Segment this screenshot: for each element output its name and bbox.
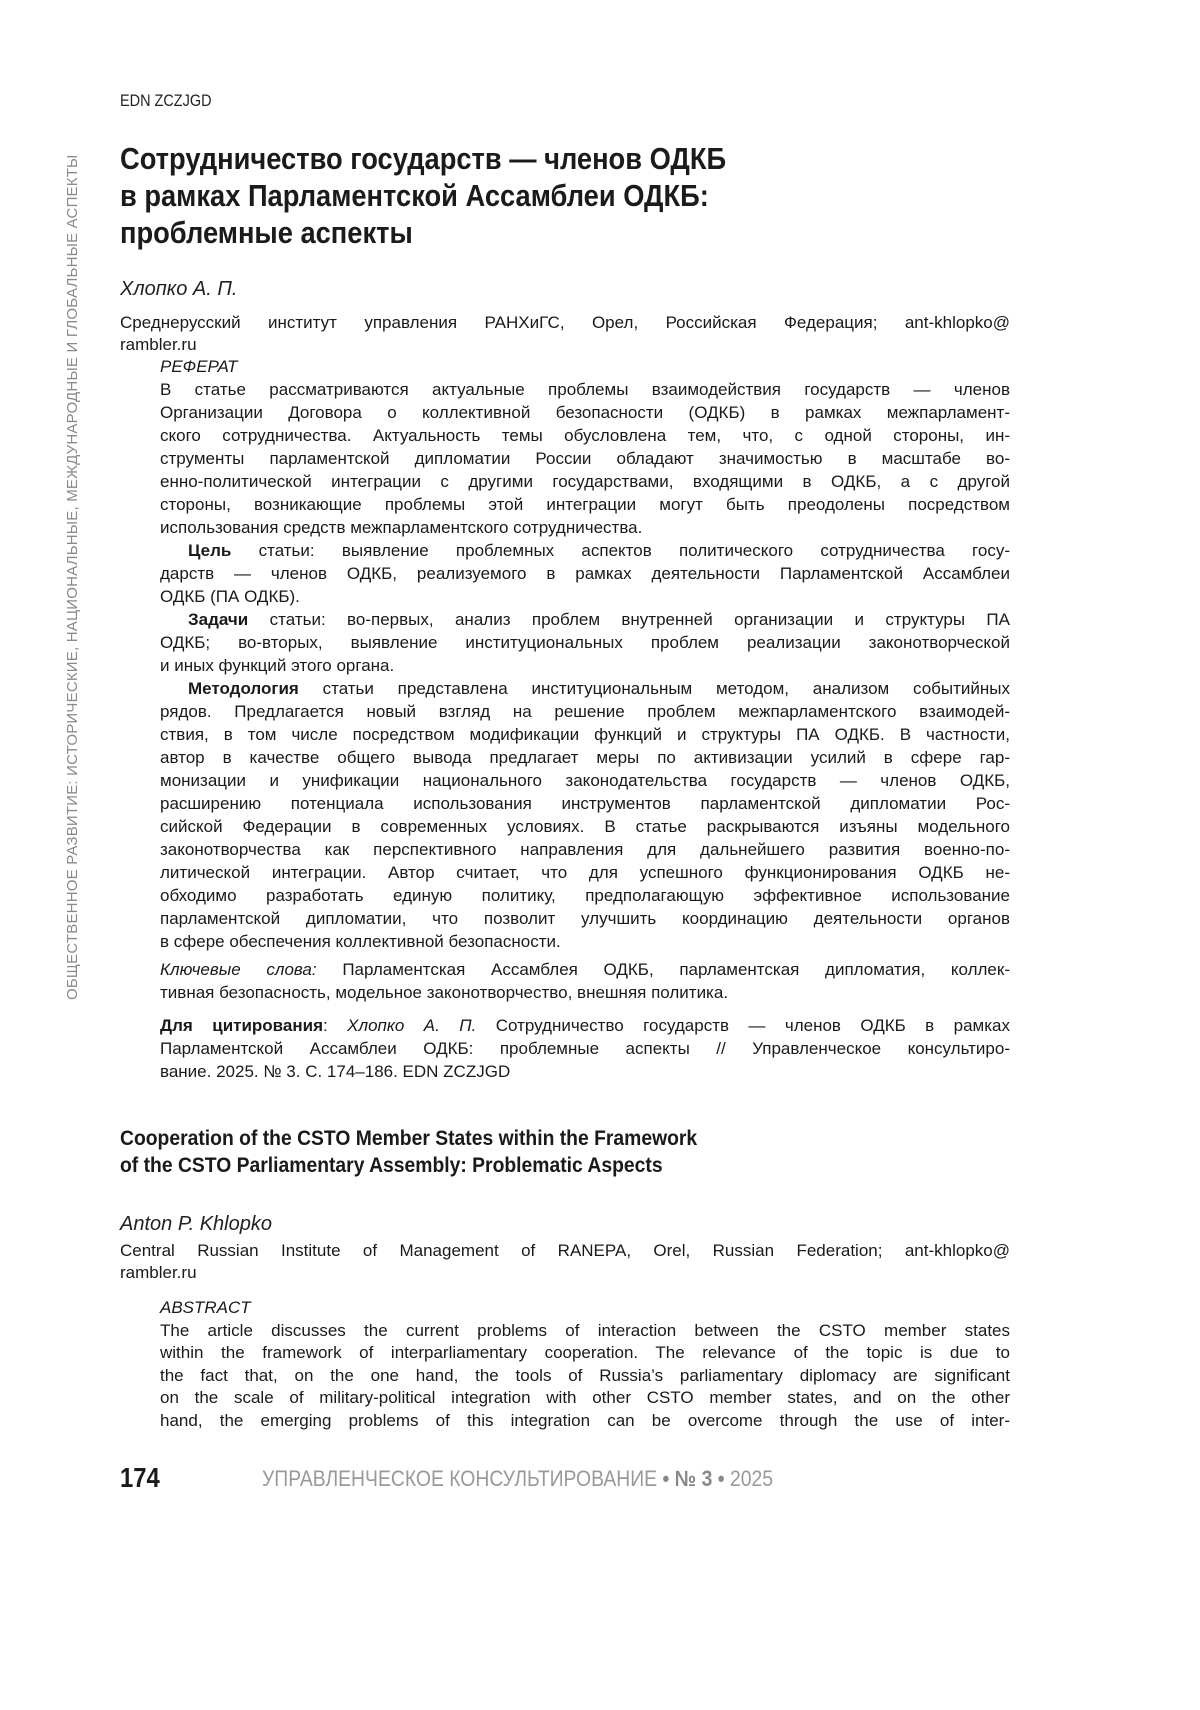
paragraph-line: расширению потенциала использования инструментов парламентской дипломатии Рос- [160,792,1010,815]
citation-author: Хлопко А. П. [347,1016,476,1035]
abstract-en [160,1297,1010,1432]
abstract-line: the fact that, on the one hand, the tools of Russia’s parliamentary diplomacy are significant [160,1365,1010,1388]
author-ru: Хлопко А. П. [120,278,237,301]
citation-text: вание. 2025. № 3. С. 174–186. EDN ZCZJGD [160,1060,1010,1083]
abstract-paragraph [160,677,1010,953]
edn-code: EDN ZCZJGD [120,91,212,111]
paragraph-line: монизации и унификации национального законодательства государств — членов ОДКБ, [160,769,1010,792]
paragraph-line: законотворчества как перспективного направления для дальнейшего развития военно-по- [160,838,1010,861]
article-title-en [120,1125,697,1179]
paragraph-line [160,608,1010,631]
abstract-en-lines [160,1320,1010,1433]
article-title-ru [120,140,912,251]
abstract-label: ABSTRACT [160,1297,1010,1320]
title-line: Сотрудничество государств — членов ОДКБ [120,140,912,177]
year: 2025 [730,1466,773,1491]
paragraph-line: Организации Договора о коллективной безопасности (ОДКБ) в рамках межпарламент- [160,401,1010,424]
paragraph-line [160,677,1010,700]
affiliation-line: rambler.ru [120,1262,1010,1284]
affiliation-line: Среднерусский институт управления РАНХиГС, Орел, Российская Федерация; ant-khlopko@ [120,312,1010,334]
citation-text: Сотрудничество государств — членов ОДКБ в рамках [496,1016,1010,1035]
paragraph-line: сийской Федерации в современных условиях. В статье раскрываются изъяны модельного [160,815,1010,838]
abstract-paragraph [160,608,1010,677]
keywords-label: Ключевые слова: [160,960,317,979]
paragraph-line: енно-политической интеграции с другими государствами, входящими в ОДКБ, а с другой [160,470,1010,493]
paragraph-line: использования средств межпарламентского сотрудничества. [160,516,1010,539]
paragraph-lead: Задачи [188,610,248,629]
paragraph-line: и иных функций этого органа. [160,654,1010,677]
affiliation-line: rambler.ru [120,334,1010,356]
page-number: 174 [120,1462,160,1494]
running-head: ОБЩЕСТВЕННОЕ РАЗВИТИЕ: ИСТОРИЧЕСКИЕ, НАЦИОНАЛЬНЫЕ, МЕЖДУНАРОДНЫЕ И ГЛОБАЛЬНЫЕ АСПЕКТЫ [62,88,84,1000]
paragraph-text: статьи: во-первых, анализ проблем внутренней организации и структуры ПА [270,610,1010,629]
paragraph-text: статьи: выявление проблемных аспектов политического сотрудничества госу- [259,541,1010,560]
affiliation-en [120,1240,1010,1284]
abstract-paragraph [160,539,1010,608]
paragraph-line: ОДКБ (ПА ОДКБ). [160,585,1010,608]
abstract-label: РЕФЕРАТ [160,355,1010,378]
journal-name: УПРАВЛЕНЧЕСКОЕ КОНСУЛЬТИРОВАНИЕ [262,1466,657,1491]
issue-number: № 3 [675,1466,713,1491]
separator: • [718,1466,725,1491]
abstract-line: hand, the emerging problems of this integration can be overcome through the use of inter- [160,1410,1010,1433]
affiliation-line: Central Russian Institute of Management of RANEPA, Orel, Russian Federation; ant-khlopko@ [120,1240,1010,1262]
affiliation-ru [120,312,1010,356]
abstract-line: The article discusses the current problems of interaction between the CSTO member states [160,1320,1010,1343]
author-en: Anton P. Khlopko [120,1213,272,1236]
paragraph-line: парламентской дипломатии, что позволит улучшить координацию деятельности органов [160,907,1010,930]
paragraph-line: обходимо разработать единую политику, предполагающую эффективное использование [160,884,1010,907]
title-line: of the CSTO Parliamentary Assembly: Problematic Aspects [120,1152,697,1179]
abstract-paragraphs [160,378,1010,953]
paragraph-line: ствия, в том числе посредством модификации функций и структуры ПА ОДКБ. В частности, [160,723,1010,746]
abstract-line: within the framework of interparliamentary cooperation. The relevance of the topic is due to [160,1342,1010,1365]
citation: Для цитирования: Хлопко А. П. Сотрудничество государств — членов ОДКБ в рамках Парламентской Ассамблеи ОДКБ: проблемные аспекты // Управленческое консультиро- вание. 2025. № 3. С. 174–186. EDN ZCZJGD [160,1014,1010,1083]
paragraph-lead: Цель [188,541,231,560]
journal-footer [262,1466,773,1492]
paragraph-line: литической интеграции. Автор считает, что для успешного функционирования ОДКБ не- [160,861,1010,884]
citation-text: Парламентской Ассамблеи ОДКБ: проблемные аспекты // Управленческое консультиро- [160,1037,1010,1060]
paragraph-line: рядов. Предлагается новый взгляд на решение проблем межпарламентского взаимодей- [160,700,1010,723]
paragraph-lead: Методология [188,679,299,698]
paragraph-text: статьи представлена институциональным методом, анализом событийных [323,679,1010,698]
abstract-line: on the scale of military-political integration with other CSTO member states, and on the other [160,1387,1010,1410]
title-line: Cooperation of the CSTO Member States within the Framework [120,1125,697,1152]
keywords [160,958,1010,1004]
paragraph-line: автор в качестве общего вывода предлагает меры по активизации усилий в сфере гар- [160,746,1010,769]
abstract-paragraph [160,378,1010,539]
title-line: проблемные аспекты [120,214,912,251]
paragraph-line: струменты парламентской дипломатии России обладают значимостью в масштабе во- [160,447,1010,470]
paragraph-line [160,539,1010,562]
citation-label: Для цитирования [160,1016,323,1035]
paragraph-line: ского сотрудничества. Актуальность темы обусловлена тем, что, с одной стороны, ин- [160,424,1010,447]
separator: • [662,1466,669,1491]
keywords-text: Парламентская Ассамблея ОДКБ, парламентская дипломатия, коллек- [342,960,1010,979]
abstract-ru [160,355,1010,953]
title-line: в рамках Парламентской Ассамблеи ОДКБ: [120,177,912,214]
paragraph-line: В статье рассматриваются актуальные проблемы взаимодействия государств — членов [160,378,1010,401]
keywords-text: тивная безопасность, модельное законотворчество, внешняя политика. [160,981,1010,1004]
paragraph-line: в сфере обеспечения коллективной безопасности. [160,930,1010,953]
paragraph-line: ОДКБ; во-вторых, выявление институциональных проблем реализации законотворческой [160,631,1010,654]
paragraph-line: стороны, возникающие проблемы этой интеграции могут быть преодолены посредством [160,493,1010,516]
paragraph-line: дарств — членов ОДКБ, реализуемого в рамках деятельности Парламентской Ассамблеи [160,562,1010,585]
